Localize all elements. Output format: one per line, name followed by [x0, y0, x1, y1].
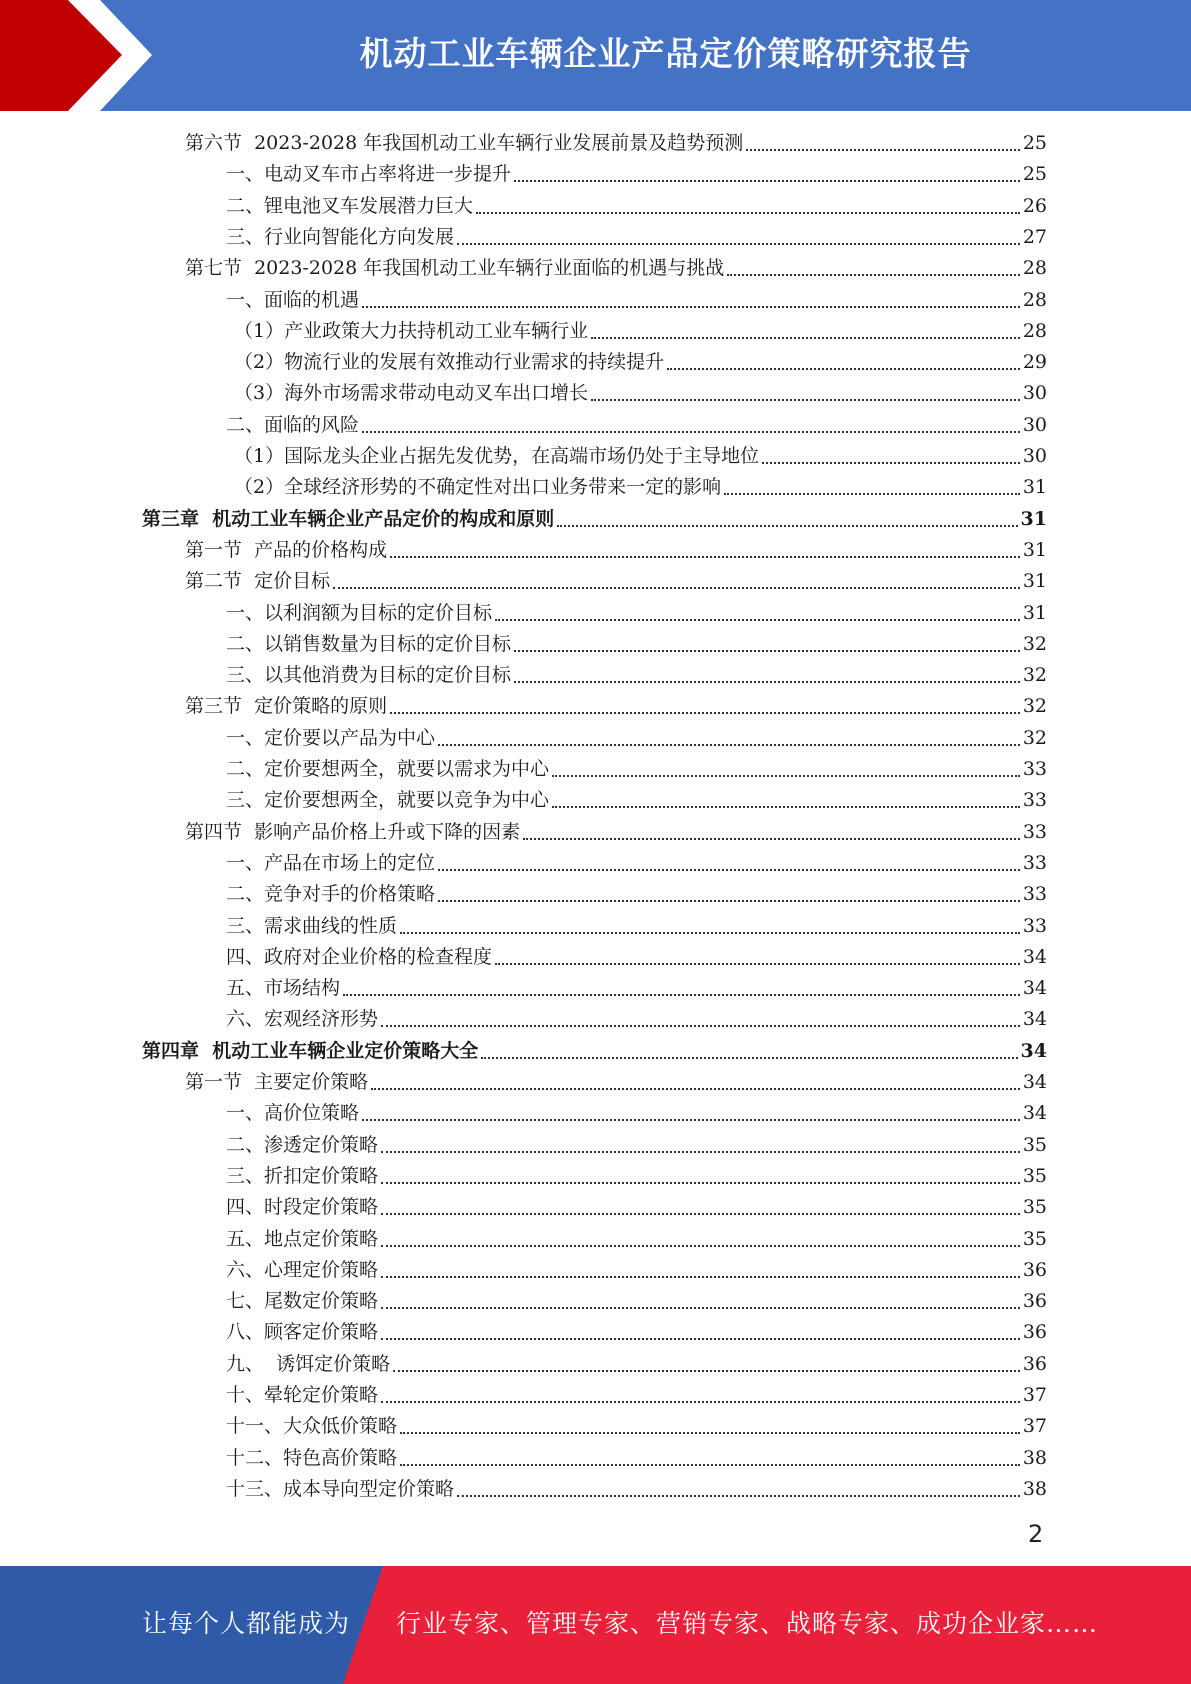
toc-entry-label: 三、需求曲线的性质: [226, 915, 398, 937]
toc-entry-page: 31: [1022, 476, 1047, 498]
toc-entry-label: 一、定价要以产品为中心: [226, 727, 436, 749]
toc-entry-page: 28: [1022, 320, 1047, 342]
toc-chapter-entry[interactable]: [142, 504, 1047, 535]
toc-entry-page: 29: [1022, 351, 1047, 373]
toc-entry[interactable]: [226, 1192, 1047, 1223]
toc-entry-page: 32: [1022, 664, 1047, 686]
toc-entry-label: （1）产业政策大力扶持机动工业车辆行业: [234, 320, 589, 342]
toc-entry-page: 36: [1022, 1321, 1047, 1343]
dot-leader: [481, 1057, 1017, 1059]
toc-entry-page: 34: [1022, 977, 1047, 999]
toc-entry-label: （2）物流行业的发展有效推动行业需求的持续提升: [234, 351, 665, 373]
toc-entry[interactable]: [185, 691, 1047, 722]
toc-entry-label: 二、以销售数量为目标的定价目标: [226, 633, 512, 655]
footer-slogan-right: 行业专家、管理专家、营销专家、战略专家、成功企业家……: [396, 1609, 1099, 1638]
toc-entry-label: 第三章 机动工业车辆企业产品定价的构成和原则: [142, 508, 555, 530]
toc-entry-page: 34: [1020, 1040, 1047, 1062]
toc-entry-page: 31: [1022, 539, 1047, 561]
toc-entry-label: 一、面临的机遇: [226, 289, 360, 311]
dot-leader: [495, 619, 1020, 621]
dot-leader: [390, 556, 1020, 558]
toc-entry-page: 27: [1022, 226, 1047, 248]
dot-leader: [381, 1151, 1020, 1153]
toc-entry-page: 31: [1020, 508, 1047, 530]
toc-entry[interactable]: [226, 629, 1047, 660]
toc-entry-label: 第二节 定价目标: [185, 570, 331, 592]
toc-entry[interactable]: [185, 253, 1047, 284]
dot-leader: [457, 1495, 1020, 1497]
toc-entry-page: 33: [1022, 758, 1047, 780]
toc-entry-label: 三、折扣定价策略: [226, 1165, 379, 1187]
toc-entry-label: 七、尾数定价策略: [226, 1290, 379, 1312]
toc-entry-page: 33: [1022, 883, 1047, 905]
dot-leader: [362, 431, 1020, 433]
toc-entry[interactable]: [226, 1098, 1047, 1129]
toc-entry-label: 十、晕轮定价策略: [226, 1384, 379, 1406]
toc-entry-page: 31: [1022, 602, 1047, 624]
toc-entry-page: 26: [1022, 195, 1047, 217]
toc-entry-label: 三、以其他消费为目标的定价目标: [226, 664, 512, 686]
toc-entry-page: 34: [1022, 1071, 1047, 1093]
dot-leader: [381, 1401, 1020, 1403]
toc-entry-label: 第四节 影响产品价格上升或下降的因素: [185, 821, 521, 843]
dot-leader: [746, 149, 1020, 151]
dot-leader: [591, 337, 1020, 339]
toc-entry[interactable]: [226, 1286, 1047, 1317]
toc-entry[interactable]: [226, 911, 1047, 942]
dot-leader: [514, 681, 1020, 683]
toc-entry[interactable]: [226, 660, 1047, 691]
dot-leader: [457, 243, 1020, 245]
toc-entry-page: 33: [1022, 852, 1047, 874]
toc-entry[interactable]: [185, 128, 1047, 159]
toc-entry-page: 31: [1022, 570, 1047, 592]
toc-entry[interactable]: [226, 1317, 1047, 1348]
toc-entry[interactable]: [234, 441, 1047, 472]
toc-entry[interactable]: [226, 1474, 1047, 1505]
toc-entry[interactable]: [226, 848, 1047, 879]
dot-leader: [381, 1182, 1020, 1184]
toc-entry[interactable]: [226, 973, 1047, 1004]
toc-entry-label: 第三节 定价策略的原则: [185, 695, 388, 717]
toc-entry-label: 五、地点定价策略: [226, 1228, 379, 1250]
toc-entry[interactable]: [226, 1349, 1047, 1380]
toc-entry-page: 33: [1022, 789, 1047, 811]
toc-entry[interactable]: [226, 191, 1047, 222]
dot-leader: [371, 1088, 1020, 1090]
dot-leader: [523, 838, 1020, 840]
toc-entry[interactable]: [226, 159, 1047, 190]
report-title: 机动工业车辆企业产品定价策略研究报告: [359, 34, 972, 73]
toc-entry[interactable]: [234, 472, 1047, 503]
toc-entry[interactable]: [185, 566, 1047, 597]
toc-entry[interactable]: [234, 316, 1047, 347]
toc-entry-page: 32: [1022, 695, 1047, 717]
dot-leader: [390, 712, 1020, 714]
toc-entry-page: 30: [1022, 382, 1047, 404]
toc-entry[interactable]: [226, 598, 1047, 629]
dot-leader: [381, 1025, 1020, 1027]
toc-entry-page: 36: [1022, 1290, 1047, 1312]
toc-entry[interactable]: [226, 285, 1047, 316]
toc-entry-label: 第一节 产品的价格构成: [185, 539, 388, 561]
dot-leader: [400, 932, 1020, 934]
dot-leader: [495, 963, 1020, 965]
toc-entry-page: 33: [1022, 915, 1047, 937]
toc-entry-label: 十三、成本导向型定价策略: [226, 1478, 455, 1500]
dot-leader: [552, 775, 1020, 777]
page-header: [0, 0, 1191, 111]
toc-entry-page: 35: [1022, 1165, 1047, 1187]
toc-entry-page: 35: [1022, 1134, 1047, 1156]
dot-leader: [591, 399, 1020, 401]
toc-entry[interactable]: [226, 785, 1047, 816]
toc-entry-label: 五、市场结构: [226, 977, 341, 999]
dot-leader: [343, 994, 1020, 996]
toc-chapter-entry[interactable]: [142, 1036, 1047, 1067]
toc-entry-label: 八、顾客定价策略: [226, 1321, 379, 1343]
toc-entry-page: 36: [1022, 1259, 1047, 1281]
toc-entry-page: 35: [1022, 1228, 1047, 1250]
toc-entry-page: 32: [1022, 633, 1047, 655]
dot-leader: [438, 900, 1020, 902]
dot-leader: [514, 650, 1020, 652]
toc-entry-label: 第四章 机动工业车辆企业定价策略大全: [142, 1040, 479, 1062]
toc-entry-page: 33: [1022, 821, 1047, 843]
dot-leader: [727, 274, 1020, 276]
toc-entry-label: 一、电动叉车市占率将进一步提升: [226, 163, 512, 185]
toc-entry-page: 28: [1022, 257, 1047, 279]
toc-entry[interactable]: [226, 723, 1047, 754]
dot-leader: [393, 1370, 1020, 1372]
toc-entry-label: 二、竞争对手的价格策略: [226, 883, 436, 905]
dot-leader: [438, 869, 1020, 871]
toc-entry-page: 32: [1022, 727, 1047, 749]
dot-leader: [381, 1245, 1020, 1247]
dot-leader: [362, 1119, 1020, 1121]
toc-entry-page: 34: [1022, 1008, 1047, 1030]
toc-entry[interactable]: [226, 1004, 1047, 1035]
toc-entry-label: 六、宏观经济形势: [226, 1008, 379, 1030]
toc-entry-label: （2）全球经济形势的不确定性对出口业务带来一定的影响: [234, 476, 722, 498]
toc-entry-label: 十一、大众低价策略: [226, 1415, 398, 1437]
dot-leader: [381, 1338, 1020, 1340]
toc-entry-page: 36: [1022, 1353, 1047, 1375]
toc-entry[interactable]: [226, 222, 1047, 253]
dot-leader: [762, 462, 1020, 464]
toc-entry-page: 28: [1022, 289, 1047, 311]
toc-entry-label: 一、以利润额为目标的定价目标: [226, 602, 493, 624]
toc-entry-page: 35: [1022, 1196, 1047, 1218]
toc-entry-label: 第七节 2023-2028 年我国机动工业车辆行业面临的机遇与挑战: [185, 257, 725, 279]
toc-entry[interactable]: [234, 378, 1047, 409]
toc-entry[interactable]: [226, 1411, 1047, 1442]
toc-entry-page: 25: [1022, 132, 1047, 154]
dot-leader: [381, 1213, 1020, 1215]
footer-slogan-left: 让每个人都能成为: [142, 1609, 351, 1638]
dot-leader: [557, 525, 1017, 527]
toc-entry[interactable]: [185, 535, 1047, 566]
page-number: 2: [1028, 1520, 1044, 1548]
toc-entry[interactable]: [226, 754, 1047, 785]
toc-entry-page: 38: [1022, 1447, 1047, 1469]
dot-leader: [381, 1307, 1020, 1309]
toc-entry-label: 一、产品在市场上的定位: [226, 852, 436, 874]
toc-entry-label: 六、心理定价策略: [226, 1259, 379, 1281]
toc-entry-label: 九、 诱饵定价策略: [226, 1353, 391, 1375]
toc-entry[interactable]: [226, 1255, 1047, 1286]
toc-entry-label: 四、政府对企业价格的检查程度: [226, 946, 493, 968]
toc-entry-page: 34: [1022, 1102, 1047, 1124]
toc-entry[interactable]: [185, 1067, 1047, 1098]
toc-entry-label: （1）国际龙头企业占据先发优势，在高端市场仍处于主导地位: [234, 445, 760, 467]
page-footer: [0, 1566, 1191, 1684]
toc-entry[interactable]: [226, 1224, 1047, 1255]
toc-entry-label: 二、面临的风险: [226, 414, 360, 436]
toc-entry-label: 三、行业向智能化方向发展: [226, 226, 455, 248]
toc-entry-page: 30: [1022, 445, 1047, 467]
toc-entry-page: 34: [1022, 946, 1047, 968]
toc-entry-label: 十二、特色高价策略: [226, 1447, 398, 1469]
toc-entry-label: （3）海外市场需求带动电动叉车出口增长: [234, 382, 589, 404]
dot-leader: [514, 180, 1020, 182]
dot-leader: [438, 744, 1020, 746]
toc-entry[interactable]: [185, 817, 1047, 848]
dot-leader: [400, 1464, 1020, 1466]
toc-entry-label: 二、渗透定价策略: [226, 1134, 379, 1156]
toc-entry[interactable]: [226, 879, 1047, 910]
dot-leader: [400, 1432, 1020, 1434]
toc-entry[interactable]: [234, 347, 1047, 378]
dot-leader: [333, 587, 1020, 589]
toc-entry-page: 37: [1022, 1415, 1047, 1437]
dot-leader: [476, 212, 1020, 214]
toc-entry-label: 一、高价位策略: [226, 1102, 360, 1124]
toc-entry[interactable]: [226, 1161, 1047, 1192]
dot-leader: [724, 493, 1020, 495]
toc-entry-label: 第一节 主要定价策略: [185, 1071, 369, 1093]
dot-leader: [362, 306, 1020, 308]
dot-leader: [667, 368, 1020, 370]
toc-entry-label: 第六节 2023-2028 年我国机动工业车辆行业发展前景及趋势预测: [185, 132, 744, 154]
toc-entry-label: 四、时段定价策略: [226, 1196, 379, 1218]
toc-entry-label: 二、定价要想两全，就要以需求为中心: [226, 758, 550, 780]
dot-leader: [381, 1276, 1020, 1278]
dot-leader: [552, 806, 1020, 808]
toc-entry[interactable]: [226, 1380, 1047, 1411]
toc-entry[interactable]: [226, 1130, 1047, 1161]
toc-entry-page: 30: [1022, 414, 1047, 436]
toc-entry-page: 37: [1022, 1384, 1047, 1406]
toc-entry-page: 38: [1022, 1478, 1047, 1500]
toc-entry-page: 25: [1022, 163, 1047, 185]
toc-entry[interactable]: [226, 1443, 1047, 1474]
toc-entry[interactable]: [226, 410, 1047, 441]
toc-entry-label: 二、锂电池叉车发展潜力巨大: [226, 195, 474, 217]
toc-entry-label: 三、定价要想两全，就要以竞争为中心: [226, 789, 550, 811]
toc-entry[interactable]: [226, 942, 1047, 973]
